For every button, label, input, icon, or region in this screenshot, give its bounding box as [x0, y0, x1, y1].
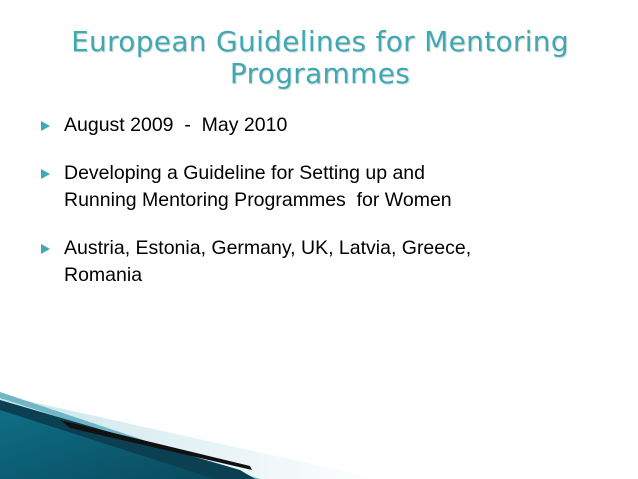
bullet-text-line: Running Mentoring Programmes for Women [64, 189, 452, 211]
slide-title-line-2: Programmes [229, 57, 411, 90]
slide-title-line-1: European Guidelines for Mentoring [71, 25, 569, 58]
bullet-item-countries [40, 235, 600, 289]
bullet-text-line: Austria, Estonia, Germany, UK, Latvia, Greece, [64, 237, 472, 259]
bullet-text-line: Romania [64, 264, 143, 286]
bullet-text-line: Developing a Guideline for Setting up and [64, 162, 425, 184]
slide-title [60, 26, 580, 90]
triangle-bullet-icon [41, 121, 50, 131]
bullet-text-line: August 2009 - May 2010 [64, 114, 288, 136]
triangle-bullet-icon [41, 169, 50, 179]
triangle-bullet-icon [41, 244, 50, 254]
bullet-item-dates [40, 112, 600, 139]
bullet-item-guideline [40, 160, 600, 214]
bullet-list [40, 112, 600, 310]
